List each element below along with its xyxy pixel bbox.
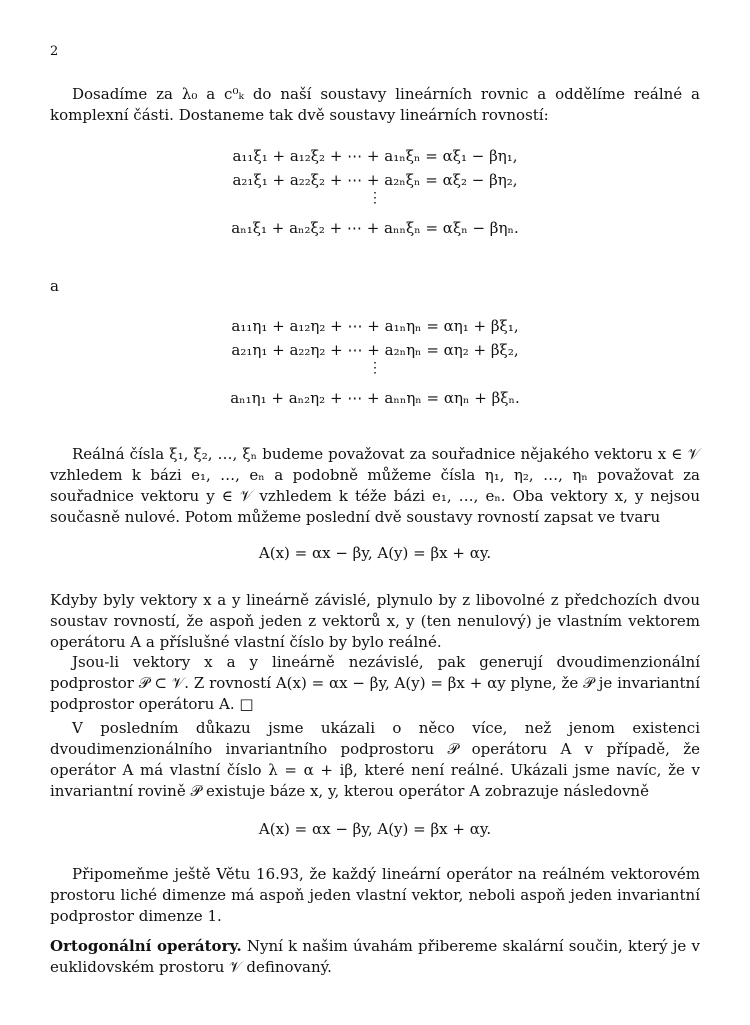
vertical-ellipsis: ⋮ [368,360,382,376]
paragraph-remark: V posledním důkazu jsme ukázali o něco více, než jenom existenci dvoudimenzionálního invariantního podprostoru 𝒫 operátoru A v případě, že operátor A má vlastní číslo λ = α + iβ, které není reálné. Ukázali jsme navíc, že v invariantní rovině 𝒫 existuje báze x, y, kterou operátor A zobrazuje následovně [50,719,700,800]
section-text: Nyní k našim úvahám přibereme skalární součin, který je v euklidovském prostoru 𝒱 definovaný. [50,937,700,976]
equation-line: a₁₁ξ₁ + a₁₂ξ₂ + ⋯ + a₁ₙξₙ = αξ₁ − βη₁, [232,147,518,165]
equation-system-real [0,144,750,240]
paragraph-coordinates: Reálná čísla ξ₁, ξ₂, …, ξₙ budeme považovat za souřadnice nějakého vektoru x ∈ 𝒱 vzhledem k bázi e₁, …, eₙ a podobně můžeme čísla η₁, η₂, …, ηₙ považovat za souřadnice vektoru y ∈ 𝒱 vzhledem k téže bázi e₁, …, eₙ. Oba vektory x, y nejsou současně nulové. Potom můžeme poslední dvě soustavy rovností zapsat ve tvaru [50,445,700,526]
equation-line: a₁₁η₁ + a₁₂η₂ + ⋯ + a₁ₙηₙ = αη₁ + βξ₁, [231,317,519,335]
vertical-ellipsis: ⋮ [368,190,382,206]
paragraph-dependent: Kdyby byly vektory x a y lineárně závislé, plynulo by z libovolné z předchozích dvou soustav rovností, že aspoň jeden z vektorů x, y (ten nenulový) je vlastním vektorem operátoru A a příslušné vlastní číslo by bylo reálné. [50,591,700,651]
section-orthogonal-operators [50,936,700,978]
equation-line: aₙ₁η₁ + aₙ₂η₂ + ⋯ + aₙₙηₙ = αηₙ + βξₙ. [230,389,520,407]
equation-line: a₂₁ξ₁ + a₂₂ξ₂ + ⋯ + a₂ₙξₙ = αξ₂ − βη₂, [232,171,518,189]
paragraph-independent: Jsou-li vektory x a y lineárně nezávislé, pak generují dvoudimenzionální podprostor 𝒫 ⊂ 𝒱. Z rovností A(x) = αx − βy, A(y) = βx + αy plyne, že 𝒫 je invariantní podprostor operátoru A. □ [50,653,700,713]
equation-line: a₂₁η₁ + a₂₂η₂ + ⋯ + a₂ₙηₙ = αη₂ + βξ₂, [231,341,519,359]
equation-line: aₙ₁ξ₁ + aₙ₂ξ₂ + ⋯ + aₙₙξₙ = αξₙ − βηₙ. [231,219,519,237]
equation-operator-2: A(x) = αx − βy, A(y) = βx + αy. [258,820,492,838]
equation-system-imag [0,314,750,410]
paragraph-intro: Dosadíme za λ₀ a c⁰ₖ do naší soustavy lineárních rovnic a oddělíme reálné a komplexní části. Dostaneme tak dvě soustavy lineárních rovností: [50,85,700,124]
section-title: Ortogonální operátory. [50,937,242,955]
page-number: 2 [50,44,59,59]
equation-operator-1: A(x) = αx − βy, A(y) = βx + αy. [258,544,492,562]
conjunction-text: a [50,277,59,295]
paragraph-theorem-reference: Připomeňme ještě Větu 16.93, že každý lineární operátor na reálném vektorovém prostoru liché dimenze má aspoň jeden vlastní vektor, neboli aspoň jeden invariantní podprostor dimenze 1. [50,865,700,925]
